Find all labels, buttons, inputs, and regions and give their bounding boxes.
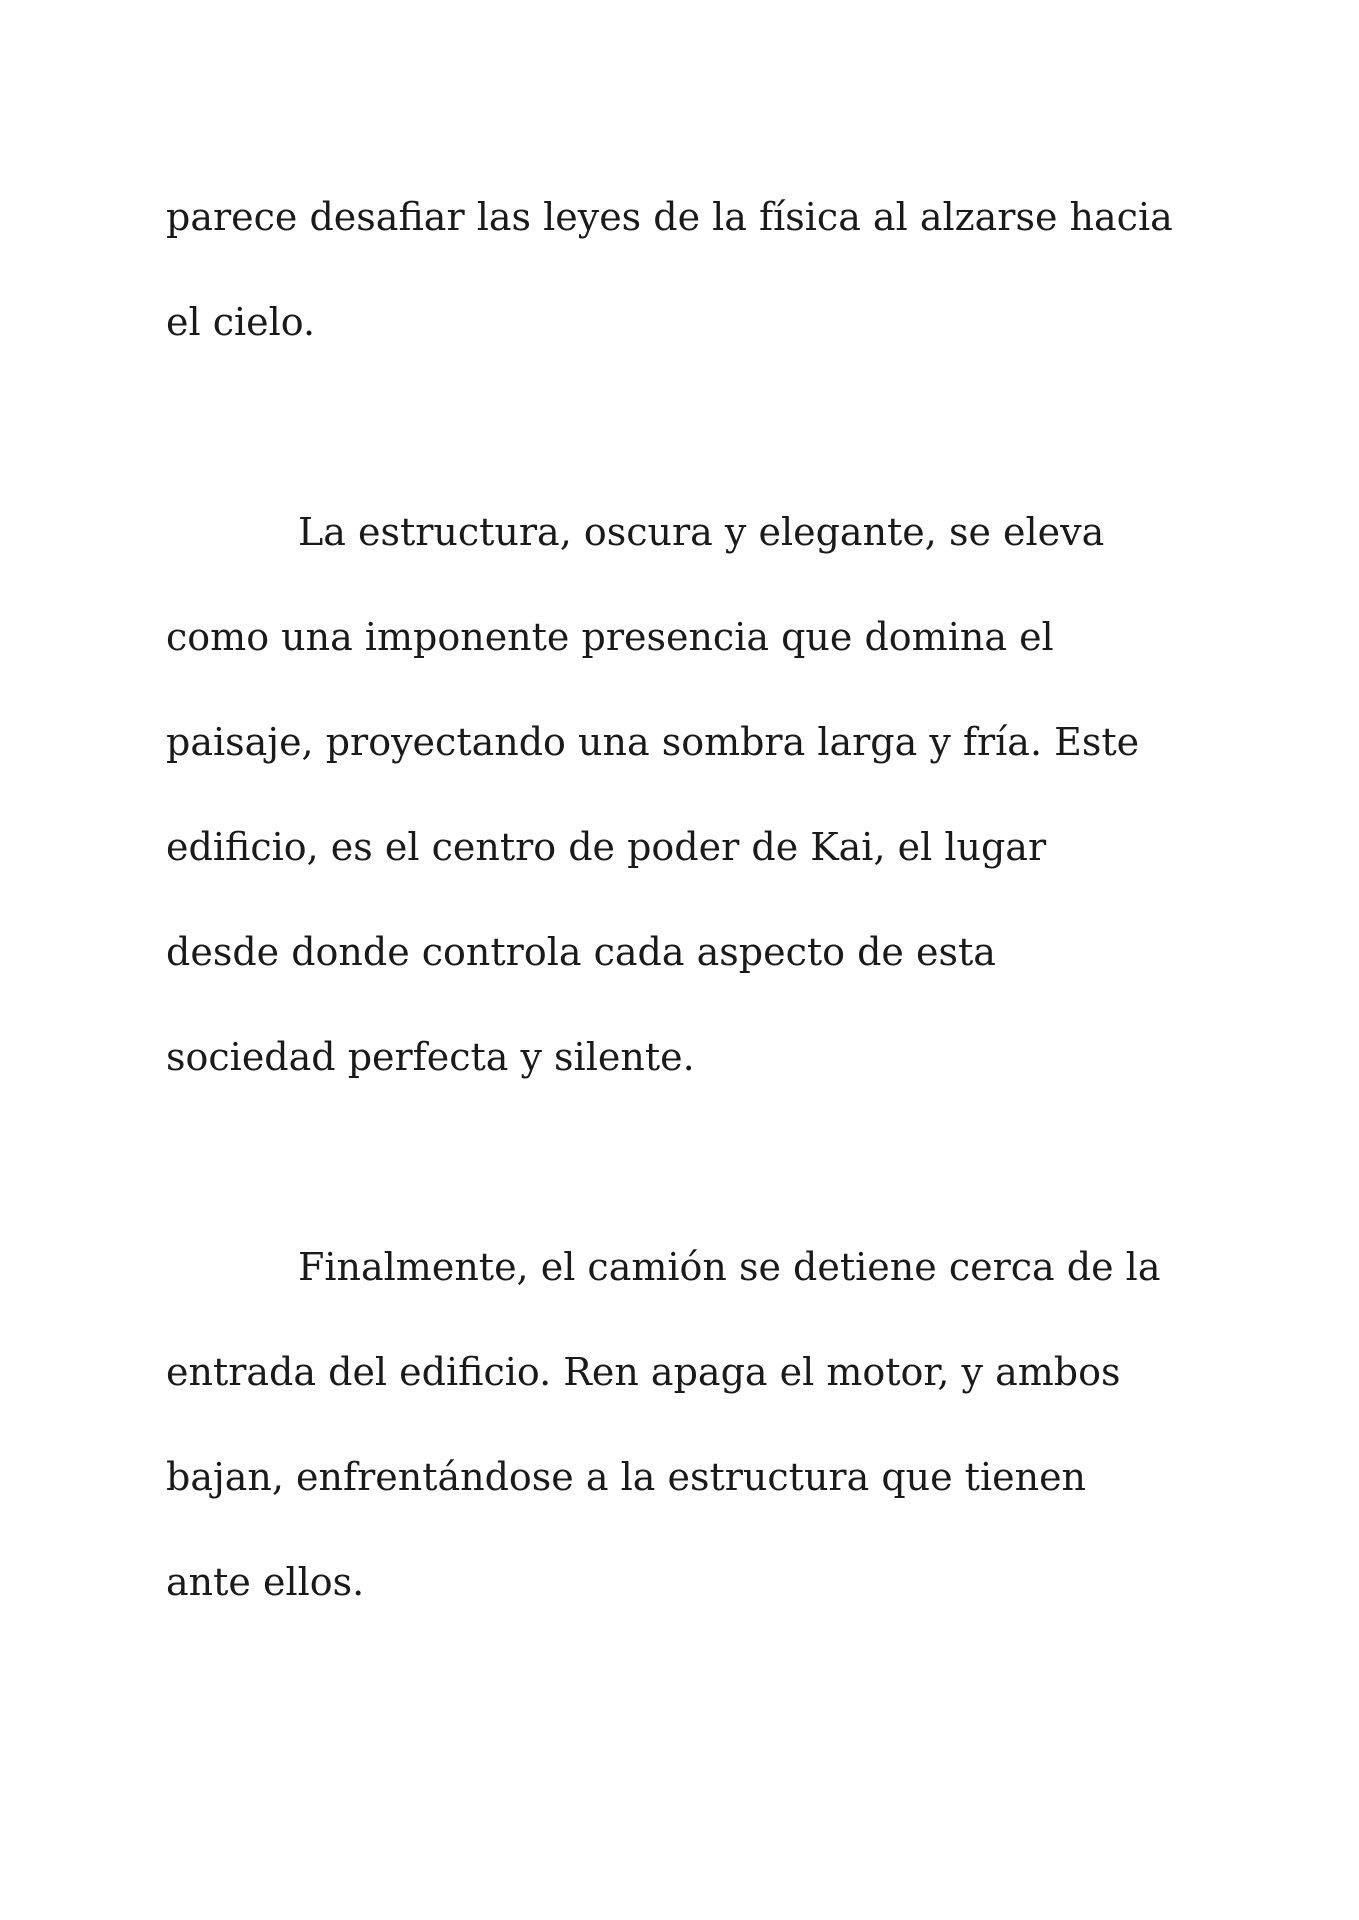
body-text (166, 165, 1206, 1635)
paragraph-2 (166, 480, 1206, 1110)
text-line: el cielo. (166, 300, 316, 344)
text-line: como una imponente presencia que domina el (166, 615, 1054, 659)
paragraph-3 (166, 1215, 1206, 1635)
text-line: desde donde controla cada aspecto de esta (166, 930, 996, 974)
text-line: bajan, enfrentándose a la estructura que tienen (166, 1455, 1087, 1499)
text-line: Finalmente, el camión se detiene cerca de la (298, 1245, 1161, 1289)
text-line: ante ellos. (166, 1560, 365, 1604)
text-line: La estructura, oscura y elegante, se eleva (298, 510, 1105, 554)
text-line: sociedad perfecta y silente. (166, 1035, 695, 1079)
text-line: parece desafiar las leyes de la física al alzarse hacia (166, 195, 1173, 239)
text-line: paisaje, proyectando una sombra larga y fría. Este (166, 720, 1140, 764)
paragraph-1 (166, 165, 1206, 375)
paragraph-gap (166, 1110, 1206, 1215)
paragraph-gap (166, 375, 1206, 480)
text-line: entrada del edificio. Ren apaga el motor, y ambos (166, 1350, 1121, 1394)
text-line: edificio, es el centro de poder de Kai, el lugar (166, 825, 1047, 869)
